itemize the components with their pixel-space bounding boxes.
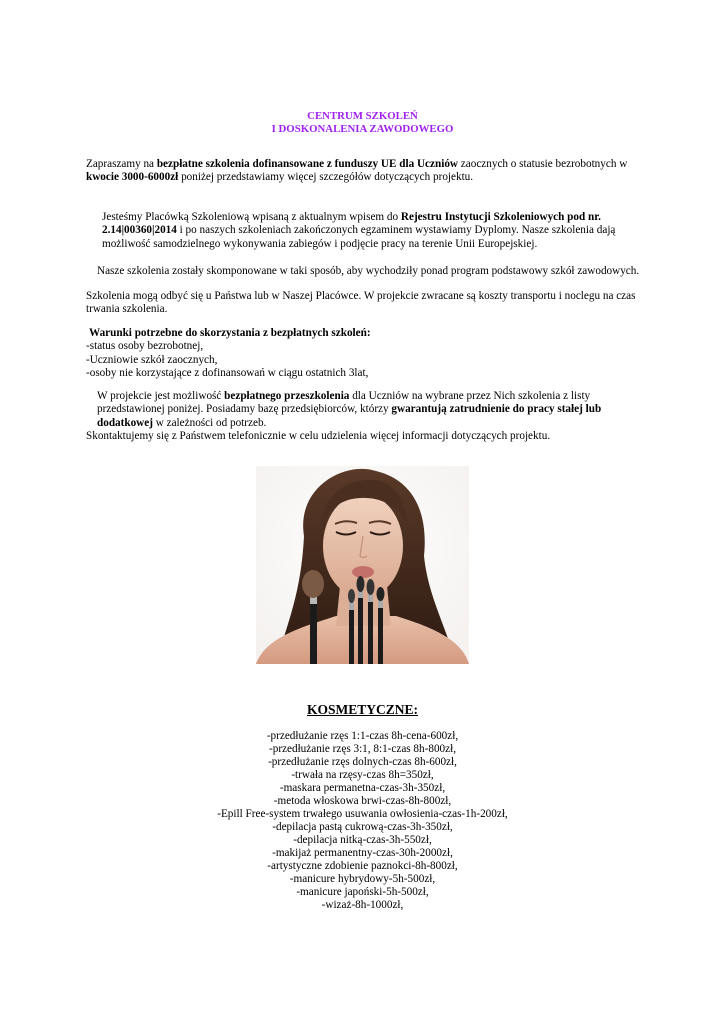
- conditions-heading: Warunki potrzebne do skorzystania z bezpłatnych szkoleń:: [89, 327, 371, 339]
- list-item: -Epill Free-system trwałego usuwania owłosienia-czas-1h-200zł,: [217, 808, 508, 820]
- list-item: -maskara permanetna-czas-3h-350zł,: [279, 782, 446, 794]
- project-text-d: gwarantują zatrudnienie do pracy stałej lub dodatkowej: [97, 403, 602, 429]
- registry-text-c: i po naszych szkoleniach zakończonych egzaminem wystawiamy Dyplomy. Nasze szkolenia dają możliwość samodzielnego wykonywania zabiegów i podjęcie pracy na terenie Unii Europejskiej.: [102, 224, 616, 250]
- intro-paragraph: [86, 158, 642, 185]
- registry-paragraph: [86, 211, 658, 251]
- list-item: -makijaż permanentny-czas-30h-2000zł,: [272, 847, 453, 859]
- conditions-item: -Uczniowie szkół zaocznych,: [86, 353, 218, 366]
- list-item: -trwała na rzęsy-czas 8h=350zł,: [291, 769, 434, 781]
- list-item: -metoda włoskowa brwi-czas-8h-800zł,: [273, 795, 452, 807]
- list-item: -manicure japoński-5h-500zł,: [296, 886, 429, 898]
- conditions-section: [86, 327, 642, 381]
- project-text-e: w zależności od potrzeb.: [152, 416, 267, 429]
- program-paragraph: Nasze szkolenia zostały skomponowane w taki sposób, aby wychodziły ponad program podstawowy szkół zawodowych.: [97, 265, 640, 277]
- list-item: -przedłużanie rzęs 1:1-czas 8h-cena-600zł,: [266, 730, 459, 742]
- title-line-1: CENTRUM SZKOLEŃ: [307, 110, 418, 122]
- document-title: [0, 110, 725, 135]
- project-paragraph: [86, 390, 642, 444]
- list-item: -wizaż-8h-1000zł,: [321, 899, 404, 911]
- conditions-item: -osoby nie korzystające z dofinansowań w ciągu ostatnich 3lat,: [86, 367, 369, 380]
- list-item: -przedłużanie rzęs 3:1, 8:1-czas 8h-800zł,: [269, 743, 456, 755]
- contact-line: Skontaktujemy się z Państwem telefonicznie w celu udzielenia więcej informacji dotyczących projektu.: [86, 430, 551, 443]
- location-paragraph: Szkolenia mogą odbyć się u Państwa lub w Naszej Placówce. W projekcie zwracane są koszty transportu i noclegu na czas trwania szkolenia.: [86, 290, 636, 316]
- list-item: -depilacja nitką-czas-3h-550zł,: [293, 834, 432, 846]
- intro-text-d: kwocie 3000-6000zł: [86, 171, 179, 184]
- intro-text-a: Zapraszamy na: [86, 158, 157, 170]
- woman-with-makeup-brushes-photo: [256, 466, 469, 664]
- list-item: -depilacja pastą cukrową-czas-3h-350zł,: [272, 821, 453, 833]
- title-line-2: I DOSKONALENIA ZAWODOWEGO: [271, 122, 454, 135]
- intro-text-e: poniżej przedstawiamy więcej szczegółów dotyczących projektu.: [178, 171, 474, 184]
- list-item: -artystyczne zdobienie paznokci-8h-800zł,: [267, 860, 458, 872]
- intro-text-b: bezpłatne szkolenia dofinansowane z funduszy UE dla Uczniów: [156, 158, 458, 170]
- list-item: -manicure hybrydowy-5h-500zł,: [289, 873, 436, 885]
- list-item: -przedłużanie rzęs dolnych-czas 8h-600zł,: [268, 756, 457, 768]
- conditions-item: -status osoby bezrobotnej,: [86, 340, 204, 353]
- registry-text-b: Rejestru Instytucji Szkoleniowych pod nr. 2.14|00360|2014: [102, 211, 601, 237]
- section-heading: KOSMETYCZNE:: [306, 702, 418, 717]
- project-text-a: W projekcie jest możliwość: [97, 390, 225, 402]
- project-text-c: dla Uczniów na wybrane przez Nich szkolenia z listy przedstawionej poniżej. Posiadamy bazę przedsiębiorców, którzy: [97, 390, 591, 416]
- price-list: [0, 730, 725, 912]
- registry-text-a: Jesteśmy Placówką Szkoleniową wpisaną z aktualnym wpisem do: [102, 211, 401, 223]
- project-text-b: bezpłatnego przeszkolenia: [224, 390, 350, 402]
- intro-text-c: zaocznych o statusie bezrobotnych w: [458, 158, 628, 170]
